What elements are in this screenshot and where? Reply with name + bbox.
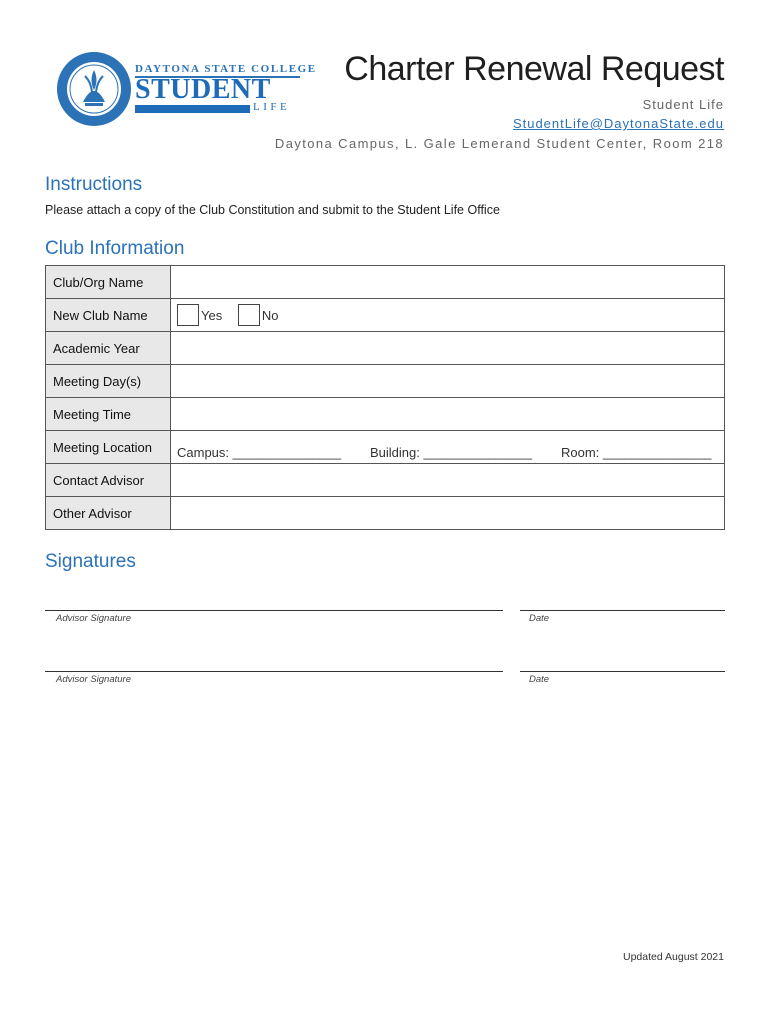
updated-note: Updated August 2021 (622, 951, 724, 963)
office-location: Daytona Campus, L. Gale Lemerand Student Center, Room 218 (274, 136, 724, 151)
date-line-2[interactable] (520, 671, 725, 672)
contact-advisor-field[interactable] (171, 464, 725, 497)
date-label-2: Date (529, 674, 550, 685)
row-label-meeting-time: Meeting Time (46, 398, 171, 431)
instructions-heading: Instructions (45, 174, 143, 195)
instructions-text: Please attach a copy of the Club Constitution and submit to the Student Life Office (45, 203, 500, 217)
advisor-signature-line-1[interactable] (45, 610, 503, 611)
club-info-heading: Club Information (45, 238, 185, 259)
advisor-signature-label-2: Advisor Signature (56, 674, 131, 685)
table-row (46, 299, 725, 332)
meeting-days-field[interactable] (171, 365, 725, 398)
office-name: Student Life (642, 97, 724, 112)
building-field[interactable]: Building: _______________ (370, 444, 532, 460)
table-row (46, 332, 725, 365)
yes-label: Yes (201, 307, 223, 323)
row-label-other-advisor: Other Advisor (46, 497, 171, 530)
date-line-1[interactable] (520, 610, 725, 611)
room-field[interactable]: Room: _______________ (561, 444, 712, 460)
table-row (46, 497, 725, 530)
row-label-contact-advisor: Contact Advisor (46, 464, 171, 497)
logo-life-word: LIFE (253, 101, 291, 113)
page-title: Charter Renewal Request (344, 50, 724, 88)
table-row (46, 398, 725, 431)
row-label-meeting-location: Meeting Location (46, 431, 171, 464)
other-advisor-field[interactable] (171, 497, 725, 530)
no-checkbox[interactable] (238, 304, 260, 326)
new-club-field (171, 299, 725, 332)
email-link[interactable]: StudentLife@DaytonaState.edu (512, 116, 724, 131)
academic-year-field[interactable] (171, 332, 725, 365)
logo-bar (135, 105, 250, 113)
no-label: No (261, 307, 279, 323)
logo-college-name: DAYTONA STATE COLLEGE (135, 63, 317, 75)
table-row (46, 464, 725, 497)
table-row (46, 431, 725, 464)
row-label-club-name: Club/Org Name (46, 266, 171, 299)
meeting-time-field[interactable] (171, 398, 725, 431)
row-label-academic-year: Academic Year (46, 332, 171, 365)
club-name-field[interactable] (171, 266, 725, 299)
date-label-1: Date (529, 613, 550, 624)
student-life-logo (55, 50, 317, 130)
advisor-signature-line-2[interactable] (45, 671, 503, 672)
advisor-signature-label-1: Advisor Signature (56, 613, 131, 624)
row-label-new-club: New Club Name (46, 299, 171, 332)
club-info-table (45, 265, 725, 530)
signatures-heading: Signatures (45, 551, 136, 572)
yes-checkbox[interactable] (177, 304, 199, 326)
college-seal-icon (55, 50, 133, 128)
row-label-meeting-days: Meeting Day(s) (46, 365, 171, 398)
table-row (46, 266, 725, 299)
logo-student-word: STUDENT (135, 74, 271, 105)
campus-field[interactable]: Campus: _______________ (177, 444, 342, 460)
table-row (46, 365, 725, 398)
meeting-location-field[interactable] (171, 431, 725, 464)
